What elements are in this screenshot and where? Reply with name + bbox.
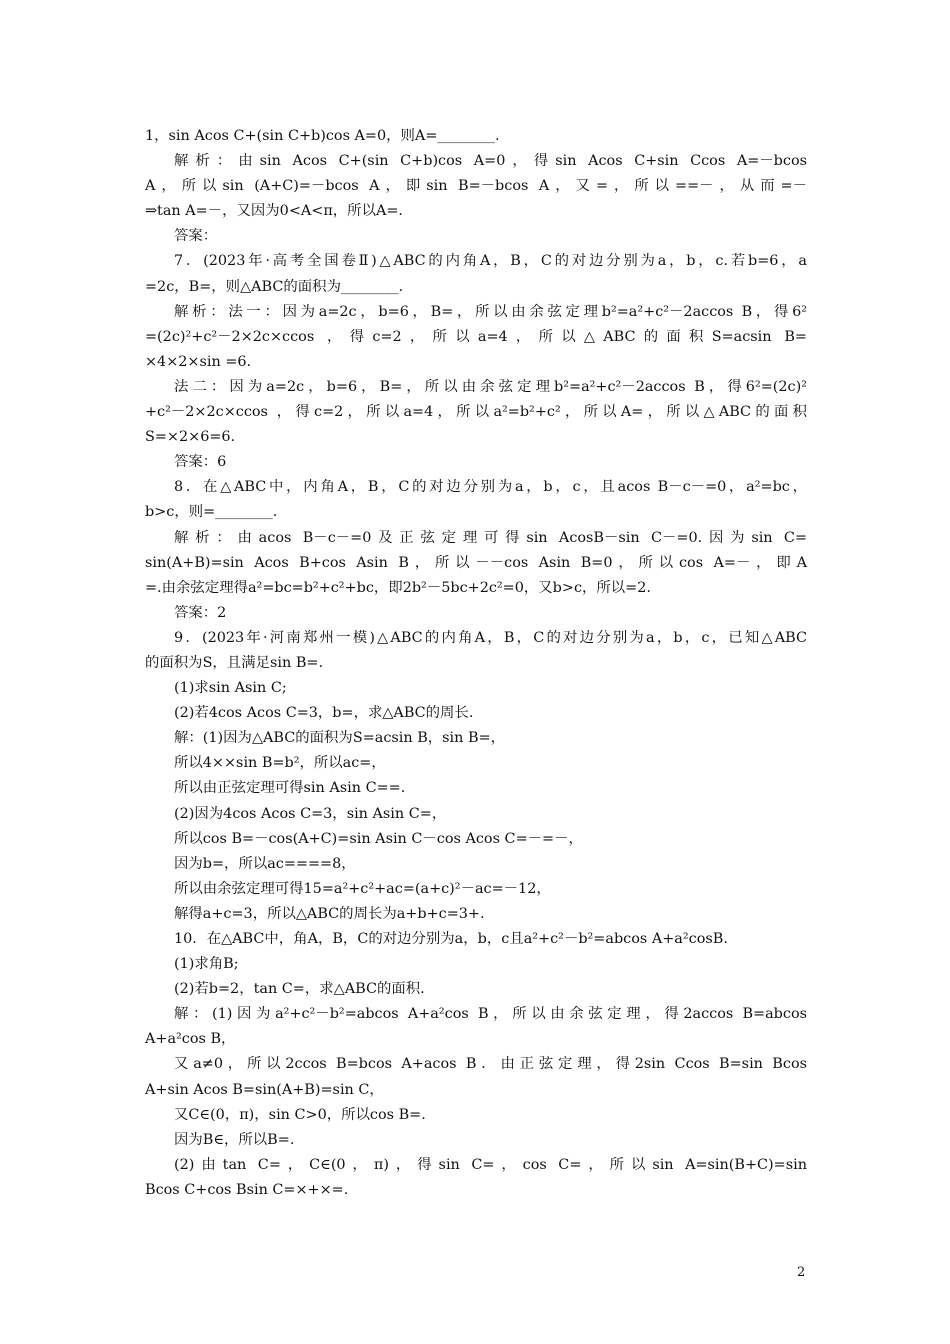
text-line: 7．(2023年·高考全国卷Ⅱ)△ABC的内角A，B，C的对边分别为a，b，c.若b=6，a	[174, 253, 807, 270]
text-line: 解得a+c=3，所以△ABC的周长为a+b+c=3+.	[174, 905, 485, 922]
text-line: 又a≠0，所以2ccos B=bcos A+acos B．由正弦定理，得2sin Ccos B=sin Bcos	[174, 1056, 807, 1073]
text-line: 所以cos B=－cos(A+C)=sin Asin C－cos Acos C=－=－，	[174, 830, 583, 847]
text-line: 答案：2	[174, 604, 227, 621]
text-line: =.由余弦定理得a²=bc=b²+c²+bc，即2b²－5bc+2c²=0，又b>c，所以=2.	[145, 579, 651, 596]
text-line: 所以由余弦定理可得15=a²+c²+ac=(a+c)²－ac=－12，	[174, 880, 551, 897]
text-line: 8．在△ABC中，内角A，B，C的对边分别为a，b，c，且acos B－c－=0，a²=bc，	[174, 479, 807, 496]
text-line: (1)求sin Asin C;	[174, 680, 287, 697]
text-line: 又C∈(0，π)，sin C>0，所以cos B=.	[174, 1106, 426, 1123]
text-line: =2c，B=，则△ABC的面积为________.	[145, 278, 404, 295]
text-line: b>c，则=________.	[145, 504, 278, 521]
text-line: 所以4××sin B=b²，所以ac=，	[174, 755, 386, 772]
text-line: 所以由正弦定理可得sin Asin C==.	[174, 780, 406, 797]
text-line: A，所以sin (A+C)=－bcos A，即sin B=－bcos A，又=，所以==－，从而=－	[145, 178, 807, 195]
text-line: 解：(1)因为△ABC的面积为S=acsin B，sin B=，	[174, 730, 506, 747]
text-line: A+a²cos B，	[145, 1031, 236, 1048]
text-line: 因为B∈，所以B=.	[174, 1131, 295, 1148]
text-line: 10．在△ABC中，角A，B，C的对边分别为a，b，c且a²+c²－b²=abcos A+a²cosB.	[174, 931, 728, 947]
text-line: Bcos C+cos Bsin C=×+×=.	[145, 1181, 349, 1198]
text-line: (2)由tan C=，C∈(0，π)，得sin C=，cos C=，所以sin A=sin(B+C)=sin	[174, 1156, 807, 1173]
text-line: 解析：由sin Acos C+(sin C+b)cos A=0，得sin Acos C+sin Ccos A=－bcos	[174, 153, 807, 170]
text-line: A+sin Acos B=sin(A+B)=sin C，	[145, 1081, 384, 1098]
text-line: 解：(1)因为a²+c²－b²=abcos A+a²cos B，所以由余弦定理，得2accos B=abcos	[174, 1006, 807, 1023]
text-line: 答案：	[174, 228, 218, 245]
text-line: 法二：因为a=2c，b=6，B=，所以由余弦定理b²=a²+c²－2accos B，得6²=(2c)²	[174, 378, 807, 395]
text-line: (2)若4cos Acos C=3，b=，求△ABC的周长.	[174, 705, 474, 722]
text-line: 1，sin Acos C+(sin C+b)cos A=0，则A=________.	[145, 128, 500, 144]
text-line: S=×2×6=6.	[145, 429, 236, 446]
page-number: 2	[797, 1265, 806, 1280]
text-line: =(2c)²+c²－2×2c×ccos ，得c=2，所以a=4，所以△ABC的面积S=acsin B=	[145, 328, 807, 345]
text-line: 解析：法一：因为a=2c，b=6，B=，所以由余弦定理b²=a²+c²－2accos B，得6²	[174, 303, 807, 320]
text-line: ⇒tan A=－，又因为0<A<π，所以A=.	[145, 203, 403, 220]
text-line: 的面积为S，且满足sin B=.	[145, 654, 324, 671]
text-line: (1)求角B;	[174, 956, 239, 973]
text-line: 解析：由acos B－c－=0及正弦定理可得sin AcosB－sin C－=0.因为sin C=	[174, 529, 807, 546]
text-line: (2)因为4cos Acos C=3，sin Asin C=，	[174, 805, 447, 822]
text-line: (2)若b=2，tan C=，求△ABC的面积.	[174, 981, 425, 998]
text-line: sin(A+B)=sin Acos B+cos Asin B，所以－－cos Asin B=0，所以cos A=－，即A	[145, 554, 807, 571]
text-line: +c²－2×2c×ccos ，得c=2，所以a=4，所以a²=b²+c²，所以A=，所以△ABC的面积	[145, 404, 807, 421]
text-line: 答案：6	[174, 454, 227, 471]
text-line: ×4×2×sin =6.	[145, 353, 252, 370]
text-line: 因为b=，所以ac====8，	[174, 855, 356, 872]
document-body	[145, 124, 807, 1203]
text-line: 9．(2023年·河南郑州一模)△ABC的内角A，B，C的对边分别为a，b，c，已知△ABC	[174, 629, 807, 646]
